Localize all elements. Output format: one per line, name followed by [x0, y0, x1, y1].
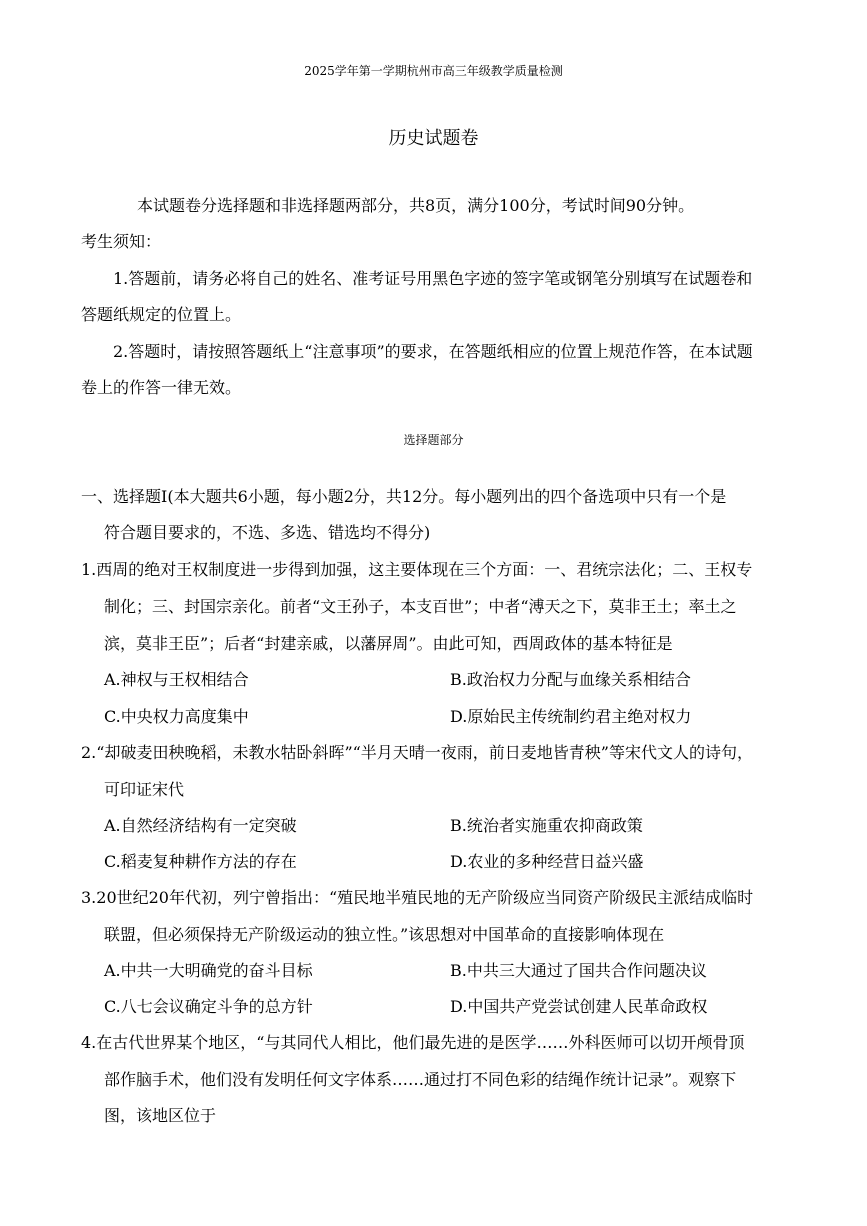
- intro-text: 本试题卷分选择题和非选择题两部分，共8页，满分100分，考试时间90分钟。: [137, 196, 695, 215]
- question-2-option-a: A.自然经济结构有一定突破: [104, 816, 297, 835]
- question-3-option-d: D.中国共产党尝试创建人民革命政权: [450, 997, 708, 1016]
- question-2-line-2: 可印证宋代: [104, 780, 185, 799]
- subject-title: 历史试题卷: [388, 128, 479, 149]
- question-3-option-c: C.八七会议确定斗争的总方针: [104, 997, 313, 1016]
- section-heading-line-2: 符合题目要求的，不选、多选、错选均不得分): [104, 523, 431, 542]
- notice-item-1-line-2: 答题纸规定的位置上。: [81, 305, 242, 324]
- question-1-line-2: 制化；三、封国宗亲化。前者“文王孙子，本支百世”；中者“溥天之下，莫非王土；率土之: [104, 597, 737, 616]
- question-4-line-1: 4.在古代世界某个地区，“与其同代人相比，他们最先进的是医学……外科医师可以切开颅骨顶: [81, 1033, 745, 1052]
- notice-item-1-line-1: 1.答题前，请务必将自己的姓名、准考证号用黑色字迹的签字笔或钢笔分别填写在试题卷和: [113, 269, 753, 288]
- question-1-option-d: D.原始民主传统制约君主绝对权力: [450, 707, 692, 726]
- question-2-option-b: B.统治者实施重农抑商政策: [450, 816, 643, 835]
- question-3-line-1: 3.20世纪20年代初，列宁曾指出：“殖民地半殖民地的无产阶级应当同资产阶级民主派结成临时: [81, 888, 754, 907]
- question-3-line-2: 联盟，但必须保持无产阶级运动的独立性。”该思想对中国革命的直接影响体现在: [104, 925, 665, 944]
- question-1-option-c: C.中央权力高度集中: [104, 707, 249, 726]
- question-3-option-b: B.中共三大通过了国共合作问题决议: [450, 961, 707, 980]
- question-2-option-c: C.稻麦复种耕作方法的存在: [104, 852, 297, 871]
- question-1-line-1: 1.西周的绝对王权制度进一步得到加强，这主要体现在三个方面：一、君统宗法化；二、王权专: [81, 560, 753, 579]
- question-4-line-3: 图，该地区位于: [104, 1106, 217, 1125]
- notice-item-2-line-1: 2.答题时，请按照答题纸上“注意事项”的要求，在答题纸相应的位置上规范作答，在本试题: [113, 342, 753, 361]
- exam-title: 2025学年第一学期杭州市高三年级教学质量检测: [304, 64, 563, 78]
- section-title: 选择题部分: [403, 433, 464, 447]
- question-1-option-a: A.神权与王权相结合: [104, 670, 249, 689]
- question-3-option-a: A.中共一大明确党的奋斗目标: [104, 961, 313, 980]
- question-1-line-3: 滨，莫非王臣”；后者“封建亲戚，以藩屏周”。由此可知，西周政体的基本特征是: [104, 634, 673, 653]
- notice-item-2-line-2: 卷上的作答一律无效。: [81, 378, 242, 397]
- question-2-line-1: 2.“却破麦田秧晚稻，未教水牯卧斜晖”“半月天晴一夜雨，前日麦地皆青秧”等宋代文人的诗句，: [81, 743, 753, 762]
- question-1-option-b: B.政治权力分配与血缘关系相结合: [450, 670, 691, 689]
- question-4-line-2: 部作脑手术，他们没有发明任何文字体系……通过打不同色彩的结绳作统计记录”。观察下: [104, 1070, 737, 1089]
- question-2-option-d: D.农业的多种经营日益兴盛: [450, 852, 644, 871]
- notice-label: 考生须知：: [81, 232, 162, 251]
- section-heading-line-1: 一、选择题Ⅰ(本大题共6小题，每小题2分，共12分。每小题列出的四个备选项中只有一个是: [81, 487, 727, 506]
